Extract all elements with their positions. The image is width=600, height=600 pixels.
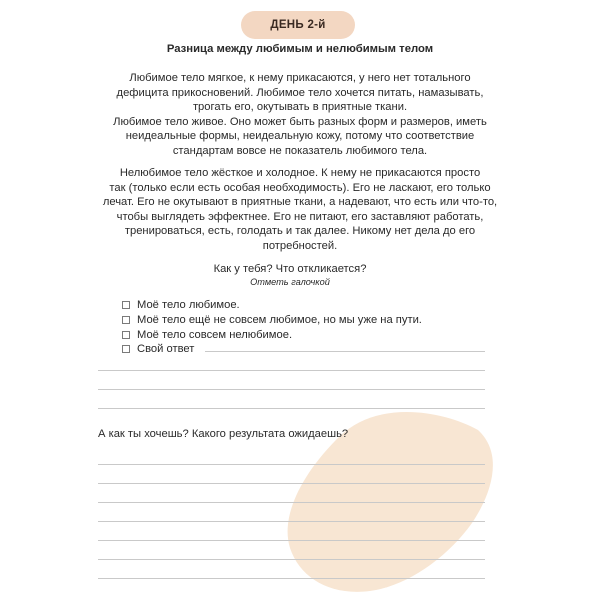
checkbox[interactable] xyxy=(122,331,130,339)
paragraph-line: дефицита прикосновений. Любимое тело хочется питать, намазывать, xyxy=(116,86,484,99)
writing-line[interactable] xyxy=(98,521,485,522)
own-answer-line[interactable] xyxy=(205,351,485,352)
answer-checklist xyxy=(122,298,422,357)
page-title: Разница между любимым и нелюбимым телом xyxy=(166,43,434,55)
writing-line[interactable] xyxy=(98,389,485,390)
paragraph-line: так (только если есть особая необходимость). Его не ласкают, его только xyxy=(109,181,491,194)
hint-check-mark: Отметь галочкой xyxy=(250,277,330,287)
writing-line[interactable] xyxy=(98,578,485,579)
writing-line[interactable] xyxy=(98,370,485,371)
paragraph-line: потребностей. xyxy=(262,239,338,252)
option-on-the-way[interactable] xyxy=(122,313,422,328)
writing-line[interactable] xyxy=(98,502,485,503)
option-own-answer[interactable] xyxy=(122,342,422,357)
paragraph-unloved-body xyxy=(0,166,600,254)
paragraph-line: неидеальные формы, неидеальную кожу, потому что соответствие xyxy=(125,130,475,143)
checkbox[interactable] xyxy=(122,316,130,324)
writing-line[interactable] xyxy=(98,483,485,484)
paragraph-line: чтобы выглядеть эффектнее. Его не питают, его заставляют работать, xyxy=(116,210,484,223)
writing-line[interactable] xyxy=(98,464,485,465)
question-how-about-you: Как у тебя? Что откликается? xyxy=(213,263,367,275)
paragraph-line: тренироваться, есть, голодать и так далее. Никому нет дела до его xyxy=(124,225,476,238)
writing-line[interactable] xyxy=(98,540,485,541)
checkbox[interactable] xyxy=(122,301,130,309)
option-loved[interactable] xyxy=(122,298,422,313)
paragraph-line: Любимое тело мягкое, к нему прикасаются, у него нет тотального xyxy=(129,72,471,84)
question-desired-result: А как ты хочешь? Какого результата ожидаешь? xyxy=(98,428,349,440)
option-label: Моё тело ещё не совсем любимое, но мы уже на пути. xyxy=(137,314,422,327)
paragraph-line: Любимое тело живое. Оно может быть разных форм и размеров, иметь xyxy=(113,115,487,128)
option-label: Моё тело совсем нелюбимое. xyxy=(137,328,293,341)
option-label: Моё тело любимое. xyxy=(137,299,240,312)
paragraph-loved-body xyxy=(0,71,600,159)
option-unloved[interactable] xyxy=(122,327,422,342)
day-badge: ДЕНЬ 2-й xyxy=(241,11,355,39)
paragraph-line: Нелюбимое тело жёсткое и холодное. К нему не прикасаются просто xyxy=(119,167,481,179)
writing-line[interactable] xyxy=(98,559,485,560)
checkbox[interactable] xyxy=(122,345,130,353)
paragraph-line: трогать его, окутывать в приятные ткани. xyxy=(192,101,408,114)
paragraph-line: лечат. Его не окутывают в приятные ткани, а надевают, что есть или что-то, xyxy=(102,196,498,209)
option-label: Свой ответ xyxy=(137,343,195,356)
paragraph-line: стандартам вовсе не показатель любимого тела. xyxy=(172,144,428,157)
